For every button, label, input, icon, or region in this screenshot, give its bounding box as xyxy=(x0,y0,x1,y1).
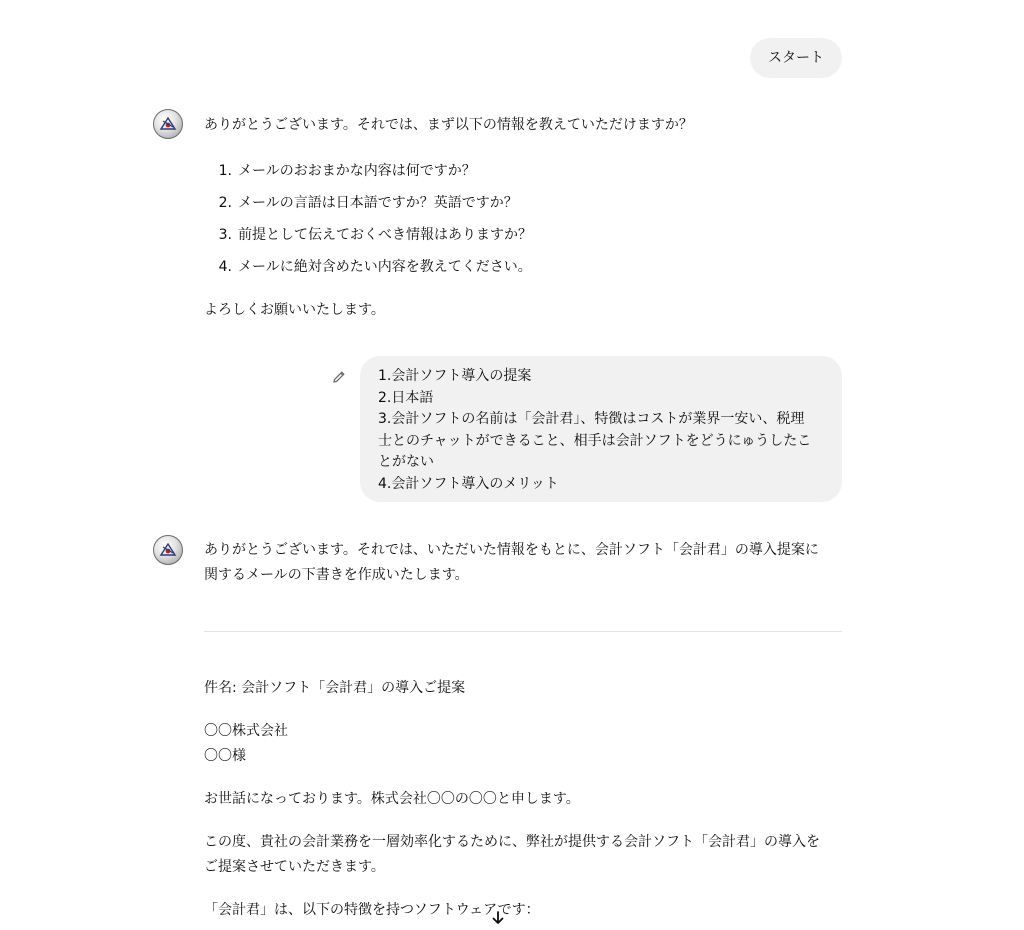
user-line: 4.会計ソフト導入のメリット xyxy=(378,475,559,492)
email-body-line: 「会計君」は、以下の特徴を持つソフトウェアです： xyxy=(204,902,540,918)
assistant-avatar-icon xyxy=(153,535,183,565)
assistant-intro: ありがとうございます。それでは、まず以下の情報を教えていただけますか？ xyxy=(204,117,693,133)
email-greeting: お世話になっております。株式会社〇〇の〇〇と申します。 xyxy=(204,791,580,807)
list-item: 4. メールに絶対含めたい内容を教えてください。 xyxy=(218,258,532,275)
user-message-details xyxy=(360,356,842,502)
assistant-intro-line: 関するメールの下書きを作成いたします。 xyxy=(204,567,469,583)
user-line: 士とのチャットができること、相手は会計ソフトをどうにゅうしたこ xyxy=(378,432,812,449)
email-body-line: ご提案させていただきます。 xyxy=(204,859,385,875)
user-line: とがない xyxy=(378,454,434,470)
divider xyxy=(204,631,842,632)
email-company: 〇〇株式会社 xyxy=(204,723,288,739)
email-subject: 件名: 会計ソフト「会計君」の導入ご提案 xyxy=(204,680,466,696)
assistant-message-1 xyxy=(204,113,844,323)
assistant-intro-line: ありがとうございます。それでは、いただいた情報をもとに、会計ソフト「会計君」の導入提案に xyxy=(204,542,819,558)
list-item: 1. メールのおおまかな内容は何ですか？ xyxy=(218,162,476,179)
user-line: 1.会計ソフト導入の提案 xyxy=(378,368,532,384)
list-item: 3. 前提として伝えておくべき情報はありますか？ xyxy=(218,226,532,243)
email-body-line: この度、貴社の会計業務を一層効率化するために、弊社が提供する会計ソフト「会計君」の導入を xyxy=(204,834,820,850)
assistant-avatar-icon xyxy=(153,109,183,139)
question-list xyxy=(204,155,844,283)
arrow-down-icon[interactable] xyxy=(488,908,508,926)
user-line: 3.会計ソフトの名前は「会計君」、特徴はコストが業界一安い、税理 xyxy=(378,411,805,427)
user-message-start: スタート xyxy=(750,38,842,78)
email-draft xyxy=(204,676,844,923)
list-item: 2. メールの言語は日本語ですか？英語ですか？ xyxy=(218,194,518,211)
user-line: 2.日本語 xyxy=(378,389,434,406)
email-recipient: 〇〇様 xyxy=(204,748,246,764)
assistant-message-2 xyxy=(204,538,844,588)
assistant-closing: よろしくお願いいたします。 xyxy=(204,302,385,318)
pencil-icon[interactable] xyxy=(331,369,347,385)
